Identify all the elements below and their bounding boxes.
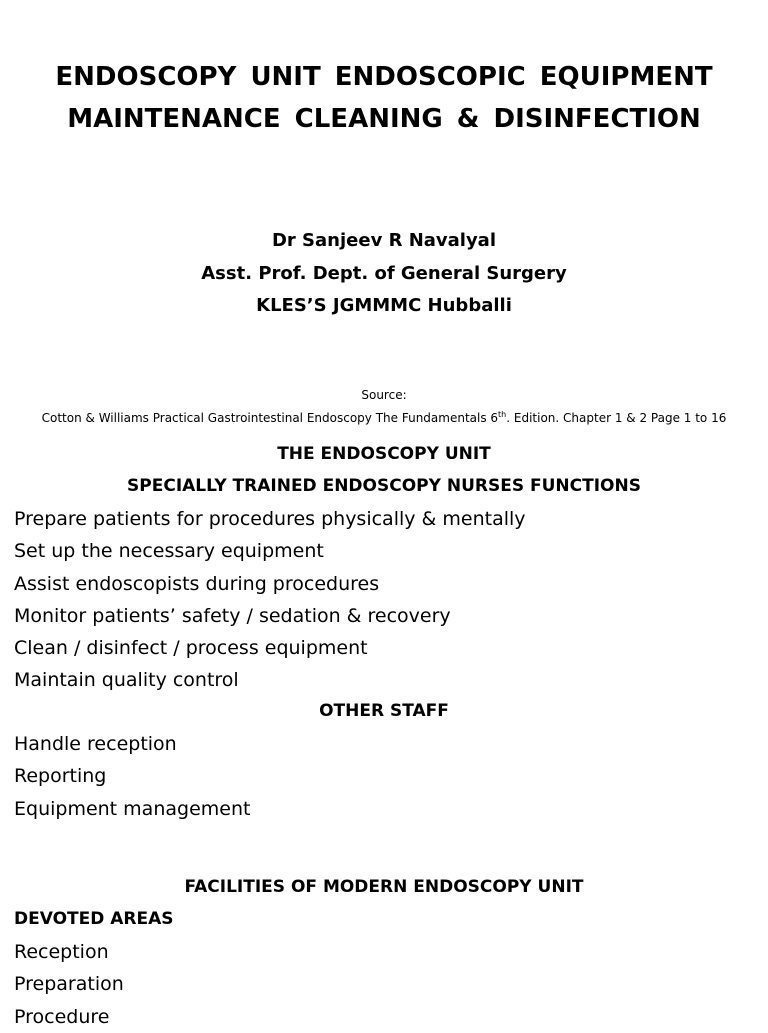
list-item: Set up the necessary equipment [14, 540, 324, 563]
list-item: Equipment management [14, 797, 251, 820]
list-item: Prepare patients for procedures physically & mentally [14, 508, 526, 530]
author-name: Dr Sanjeev R Navalyal [271, 230, 497, 251]
source-block [0, 384, 768, 430]
section-heading-facilities: FACILITIES OF MODERN ENDOSCOPY UNIT [184, 877, 584, 897]
nurses-functions-list [14, 503, 526, 697]
source-citation [0, 407, 768, 430]
list-item: Clean / disinfect / process equipment [14, 637, 368, 660]
section-heading-endoscopy-unit: THE ENDOSCOPY UNIT [277, 444, 491, 464]
list-item: Procedure [14, 1005, 110, 1028]
list-item: Reception [14, 941, 109, 963]
list-item: Monitor patients’ safety / sedation & recovery [14, 604, 451, 627]
citation-superscript: th [498, 410, 507, 419]
list-item: Preparation [14, 973, 124, 996]
list-item: Handle reception [14, 733, 177, 755]
devoted-areas-list [14, 936, 124, 1033]
author-block [0, 225, 768, 323]
section-subheading-devoted-areas: DEVOTED AREAS [14, 909, 174, 929]
other-staff-list [14, 728, 250, 825]
page-title [0, 56, 768, 140]
list-item: Reporting [14, 765, 107, 788]
section-heading-other-staff: OTHER STAFF [319, 701, 449, 721]
author-position: Asst. Prof. Dept. of General Surgery [201, 262, 567, 284]
section-subheading-nurses-functions: SPECIALLY TRAINED ENDOSCOPY NURSES FUNCTIONS [127, 476, 641, 496]
citation-text-b: . Edition. Chapter 1 & 2 Page 1 to 16 [506, 411, 727, 425]
list-item: Assist endoscopists during procedures [14, 572, 380, 595]
title-line-1: ENDOSCOPY UNIT ENDOSCOPIC EQUIPMENT [55, 62, 713, 92]
list-item: Maintain quality control [14, 669, 239, 692]
citation-text-a: Cotton & Williams Practical Gastrointestinal Endoscopy The Fundamentals 6 [41, 411, 499, 425]
author-institution: KLES’S JGMMMC Hubballi [256, 295, 512, 316]
source-label: Source: [361, 388, 407, 402]
title-line-2: MAINTENANCE CLEANING & DISINFECTION [67, 104, 701, 134]
